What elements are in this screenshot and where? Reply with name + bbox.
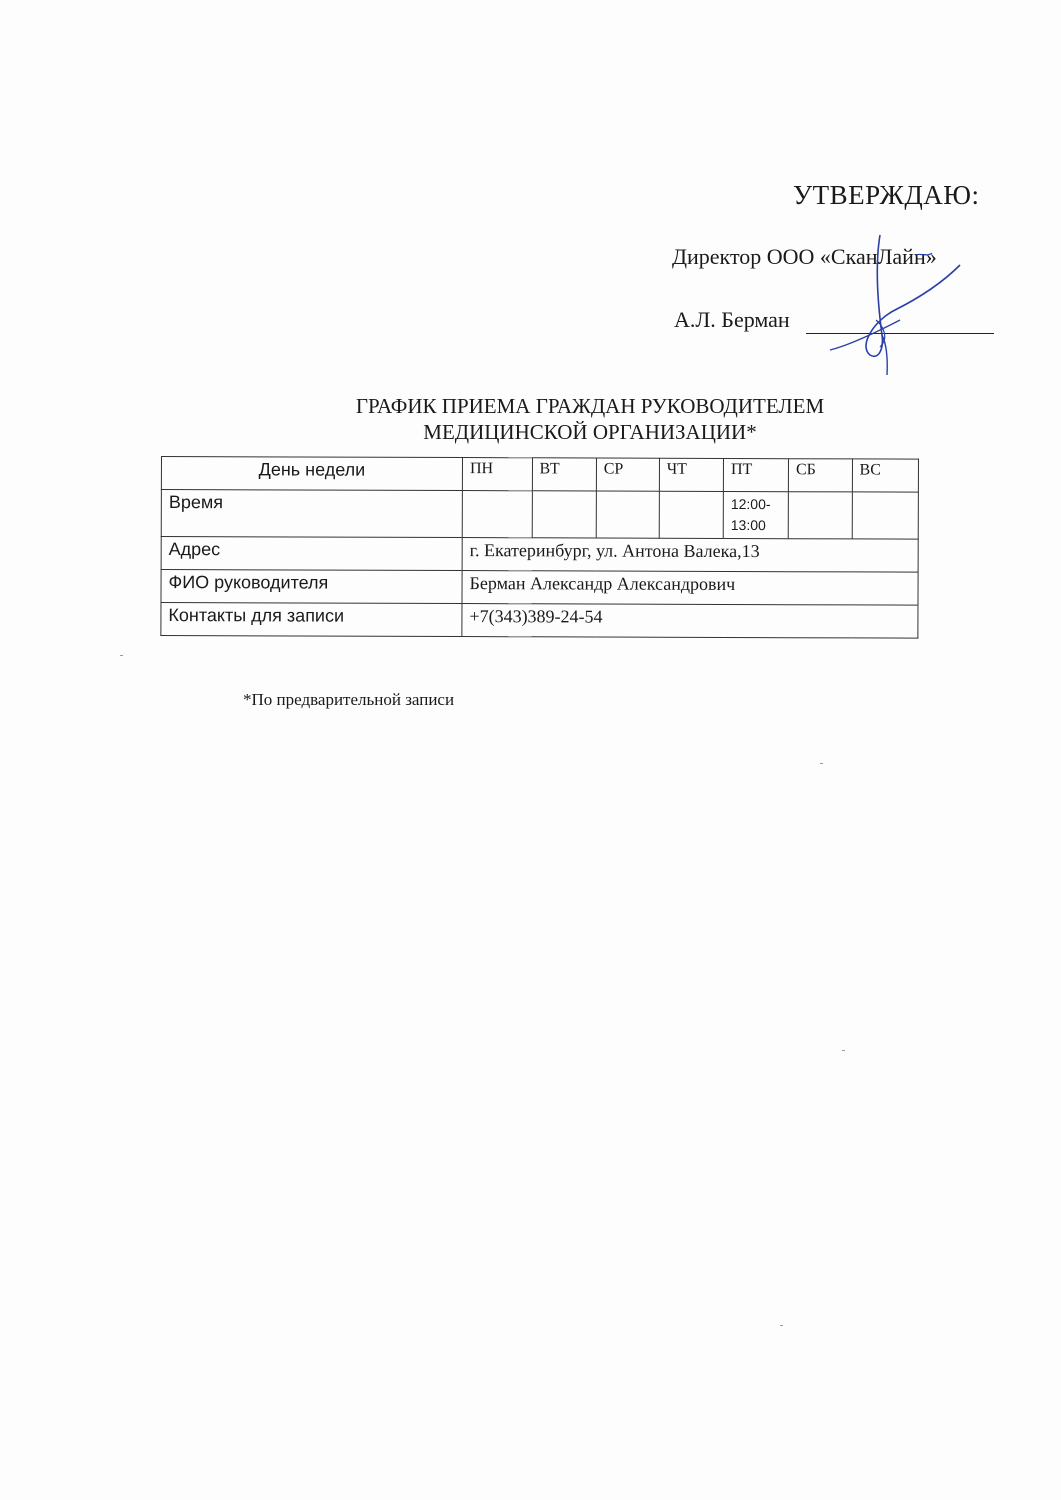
scan-speck <box>842 1050 845 1051</box>
schedule-table <box>160 456 919 639</box>
approval-signer: А.Л. Берман <box>674 307 790 332</box>
day-thu: ЧТ <box>659 458 723 491</box>
head-label: ФИО руководителя <box>161 570 462 604</box>
document-title-line2: МЕДИЦИНСКОЙ ОРГАНИЗАЦИИ* <box>423 420 757 444</box>
head-row <box>161 570 918 606</box>
day-wed: СР <box>596 458 659 491</box>
time-sat <box>788 492 852 539</box>
time-mon <box>462 491 532 538</box>
time-row <box>161 490 918 540</box>
time-label: Время <box>161 490 462 538</box>
document-title <box>250 393 930 445</box>
document-title-line1: ГРАФИК ПРИЕМА ГРАЖДАН РУКОВОДИТЕЛЕМ <box>355 394 825 418</box>
contacts-value: +7(343)389-24-54 <box>462 604 918 639</box>
signature-icon <box>820 225 980 385</box>
time-tue <box>532 491 596 538</box>
contacts-row <box>161 603 918 639</box>
address-label: Адрес <box>161 537 462 571</box>
day-mon: ПН <box>462 458 532 491</box>
address-value: г. Екатеринбург, ул. Антона Валека,13 <box>462 538 918 573</box>
address-row <box>161 537 918 573</box>
contacts-label: Контакты для записи <box>161 603 462 637</box>
time-sun <box>852 492 919 539</box>
scan-speck <box>780 1325 783 1326</box>
scan-speck <box>120 655 123 656</box>
time-wed <box>596 491 659 538</box>
day-sun: ВС <box>852 459 919 492</box>
footnote: *По предварительной записи <box>243 690 455 709</box>
approval-title: УТВЕРЖДАЮ: <box>793 180 980 210</box>
days-row <box>161 457 918 493</box>
day-tue: ВТ <box>532 458 596 491</box>
approval-position: Директор ООО «СканЛайн» <box>672 244 937 269</box>
time-fri: 12:00-13:00 <box>723 491 788 538</box>
scan-speck <box>820 763 823 764</box>
head-name: Берман Александр Александрович <box>462 571 918 606</box>
days-label: День недели <box>161 457 462 491</box>
day-sat: СБ <box>788 459 852 492</box>
day-fri: ПТ <box>723 458 788 491</box>
time-thu <box>659 491 723 538</box>
